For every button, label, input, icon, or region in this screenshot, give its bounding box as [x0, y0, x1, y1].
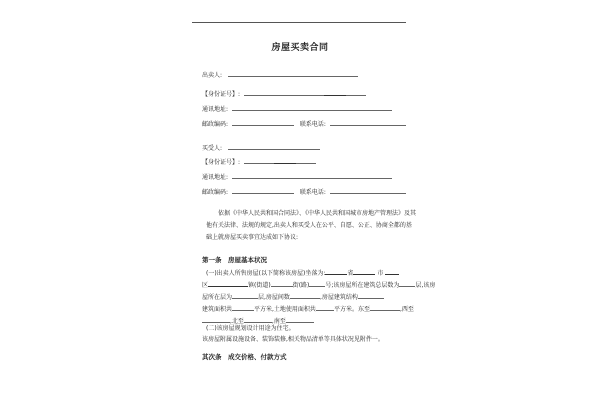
- article1-clause1-line1: [206, 268, 416, 277]
- lane-field[interactable]: [309, 280, 325, 287]
- west-field[interactable]: [202, 316, 230, 323]
- town-label: 镇(街道): [248, 282, 271, 289]
- structure-label: ,房屋建筑结构: [319, 294, 358, 301]
- article1-clause2b: 该房屋附属设施设备、装饰装修,相关物品清单等具体状况见附件一。: [202, 336, 384, 343]
- buyer-id-field[interactable]: [244, 157, 274, 164]
- article1-clause1-line3: [202, 292, 412, 301]
- buyer-contact-row: [202, 187, 406, 196]
- document-title: 房屋买卖合同: [271, 43, 329, 53]
- area-unit: 平方米,土地使用面积共: [254, 306, 316, 313]
- buyer-id-field-end: [296, 157, 316, 164]
- buyer-row: [202, 143, 320, 152]
- seller-postcode-label: 邮政编码:: [202, 121, 229, 128]
- seller-label: 出卖人:: [202, 72, 223, 79]
- street-label: 街(路): [292, 282, 310, 289]
- buyer-id-label: 【身份证号】:: [202, 159, 241, 166]
- land-area-field[interactable]: [316, 304, 334, 311]
- west-label: ,西至: [399, 306, 414, 313]
- seller-phone-field[interactable]: [330, 119, 406, 126]
- seller-name-field[interactable]: [228, 70, 358, 77]
- buyer-address-row: [202, 172, 392, 181]
- buyer-address-field[interactable]: [232, 172, 392, 179]
- district-field-pre[interactable]: [385, 268, 399, 275]
- area-field[interactable]: [232, 304, 254, 311]
- north-field[interactable]: [244, 316, 272, 323]
- structure-field[interactable]: [358, 292, 384, 299]
- district-label: 区: [202, 282, 209, 289]
- south-label: ,南至: [271, 318, 286, 325]
- buyer-address-label: 通讯地址:: [202, 174, 229, 181]
- buyer-name-field[interactable]: [228, 143, 320, 150]
- article1-clause1-line4: [202, 304, 412, 313]
- buyer-postcode-label: 邮政编码:: [202, 189, 229, 196]
- seller-id-field-end: [346, 89, 366, 96]
- seller-address-field[interactable]: [232, 104, 392, 111]
- floor-total-field[interactable]: [399, 280, 415, 287]
- floor-total-label: 该房屋所在建筑总层数为: [333, 282, 400, 289]
- lane-label: 号;: [325, 282, 334, 289]
- seller-id-field-mark: [324, 89, 346, 96]
- floor-at-label: 屋所在层为: [202, 294, 233, 301]
- article1-clause1-line5: [202, 316, 412, 325]
- seller-address-row: [202, 104, 392, 113]
- article1-heading: 第一条 房屋基本状况: [202, 256, 267, 264]
- buyer-phone-label: 联系电话:: [299, 189, 326, 196]
- seller-id-row: [202, 89, 366, 98]
- south-field[interactable]: [286, 316, 314, 323]
- seller-address-label: 通讯地址:: [202, 106, 229, 113]
- article2-heading: 其次条 成交价格、付款方式: [202, 353, 287, 361]
- seller-row: [202, 70, 358, 79]
- buyer-postcode-field[interactable]: [232, 187, 294, 194]
- city-field[interactable]: [353, 268, 375, 275]
- seller-id-field[interactable]: [244, 89, 324, 96]
- province-label: 省: [347, 270, 354, 277]
- seller-postcode-field[interactable]: [232, 119, 294, 126]
- land-area-unit: 平方米。东至: [333, 306, 370, 313]
- floor-at-post: 层,房屋间数: [258, 294, 290, 301]
- floor-total-post: 层,该房: [415, 282, 436, 289]
- seller-contact-row: [202, 119, 406, 128]
- floor-at-field[interactable]: [232, 292, 258, 299]
- north-label: ,北至: [230, 318, 244, 325]
- preamble-paragraph: 依据《中华人民共和国合同法》、《中华人民共和国城市房地产管理法》及其他有关法律、法规的规定,出卖人和买受人在公平、自愿、公正、协商全都的基础上就房屋买卖事宜达成如下协议:: [206, 210, 417, 241]
- city-label: 市: [377, 270, 384, 277]
- seller-phone-label: 联系电话:: [299, 121, 326, 128]
- seller-id-label: 【身份证号】:: [202, 91, 241, 98]
- buyer-id-field-mark: [274, 157, 296, 164]
- street-field[interactable]: [271, 280, 293, 287]
- province-field[interactable]: [325, 268, 347, 275]
- rooms-field[interactable]: [290, 292, 320, 299]
- buyer-label: 买受人:: [202, 145, 223, 152]
- town-field[interactable]: [208, 280, 248, 287]
- header-rule: [192, 22, 406, 23]
- article1-clause1-line2: [202, 280, 436, 289]
- area-label: 建筑面积共: [202, 306, 233, 313]
- buyer-id-row: [202, 157, 316, 166]
- clause1-intro: (一)出卖人所售房屋(以下简称该房屋)坐落为:: [206, 270, 326, 277]
- buyer-phone-field[interactable]: [330, 187, 406, 194]
- east-field[interactable]: [370, 304, 400, 311]
- article1-clause2: (二)该房屋规划设计用途为住宅。: [206, 325, 295, 332]
